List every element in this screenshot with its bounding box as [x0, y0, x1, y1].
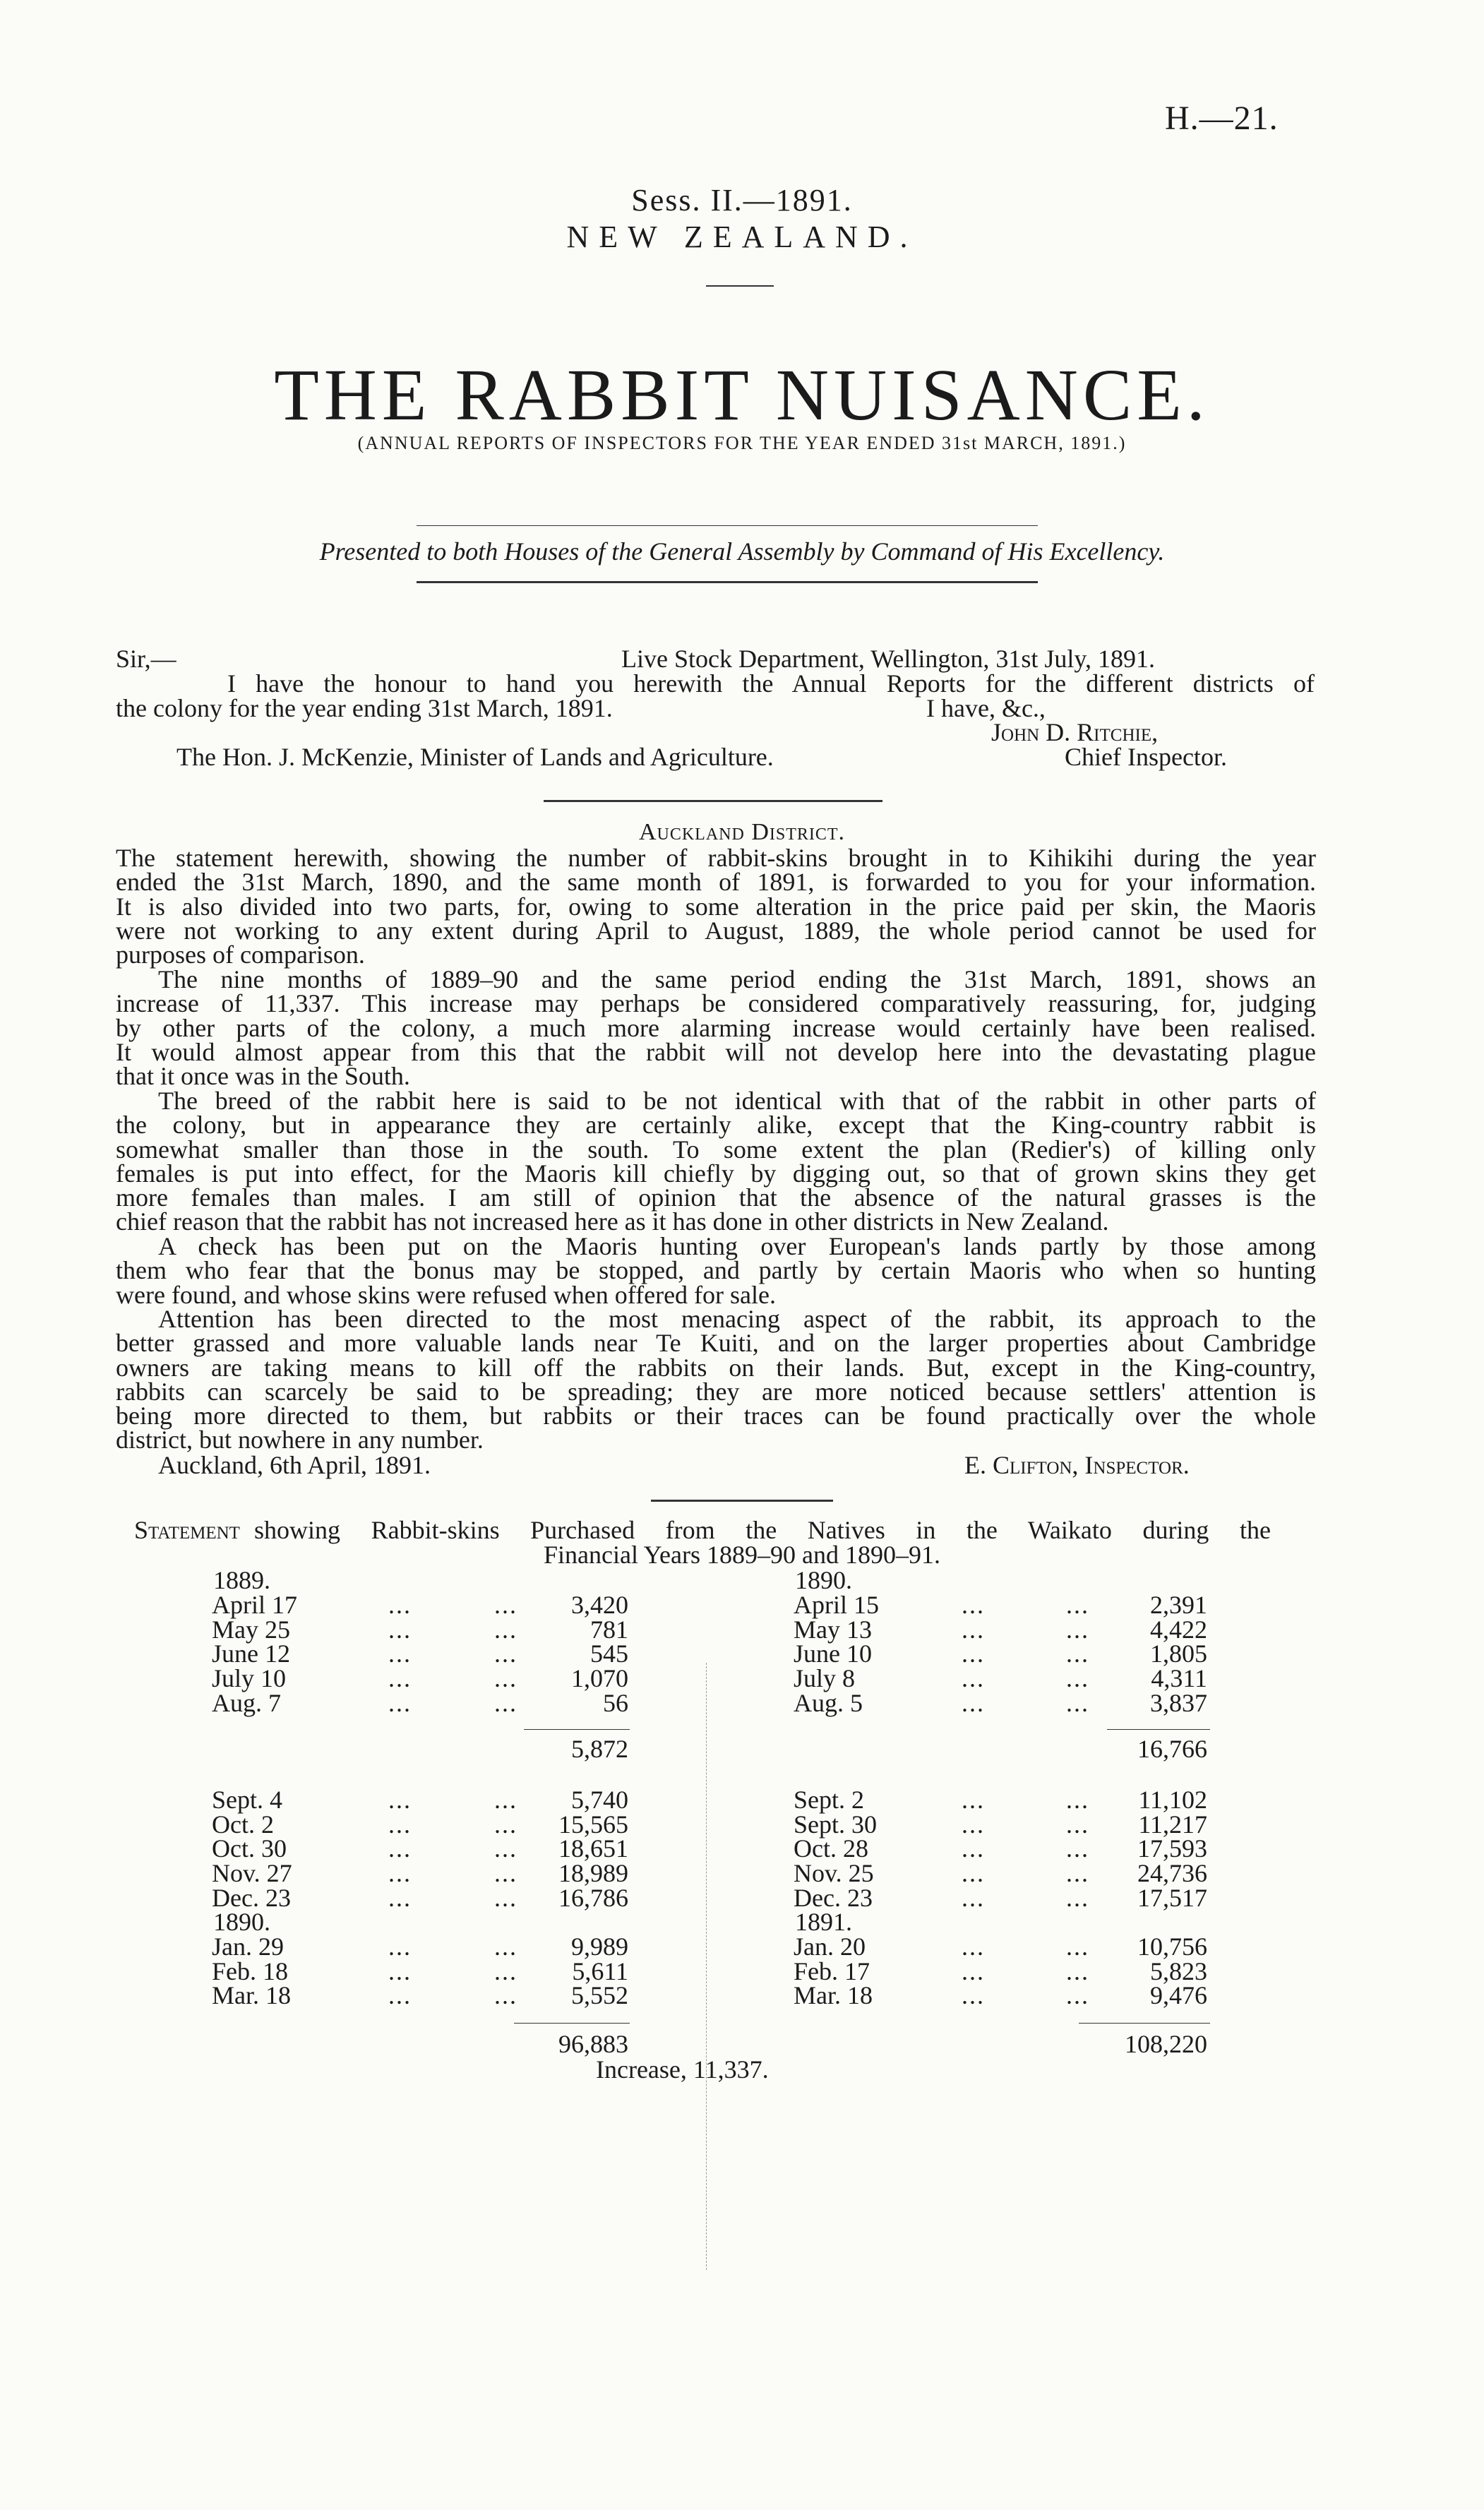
- statement-caption-lead: Statement: [134, 1516, 240, 1544]
- subtotal-cell: 5,872: [571, 1735, 628, 1763]
- value-cell: 4,311: [1151, 1664, 1207, 1692]
- paragraph-line: purposes of comparison.: [116, 940, 365, 969]
- date-cell: Feb. 18: [212, 1957, 288, 1985]
- paragraph-line: chief reason that the rabbit has not increased here as it has done in other districts in New Zealand.: [116, 1207, 1109, 1236]
- value-cell: 5,823: [1150, 1957, 1207, 1985]
- district-heading: Auckland District.: [638, 819, 846, 845]
- report-paragraph: [116, 1234, 1316, 1307]
- date-cell: Jan. 29: [212, 1932, 284, 1961]
- value-cell: 11,102: [1138, 1786, 1207, 1814]
- total-rule: [514, 2023, 630, 2024]
- letter-salutation: Sir,—: [116, 645, 176, 673]
- leader-dots: ...: [494, 1664, 517, 1692]
- value-cell: 11,217: [1138, 1810, 1207, 1839]
- divider: [417, 581, 1038, 583]
- subtotal-cell: 16,766: [1137, 1735, 1207, 1763]
- value-cell: 17,593: [1137, 1834, 1207, 1863]
- report-paragraph: [116, 846, 1316, 967]
- leader-dots: ...: [962, 1884, 985, 1912]
- leader-dots: ...: [962, 1957, 985, 1985]
- page-reference: H.—21.: [1165, 100, 1279, 137]
- leader-dots: ...: [1066, 1689, 1089, 1717]
- date-cell: Mar. 18: [794, 1981, 873, 2009]
- paragraph-line: them who fear that the bonus may be stopped, and partly by certain Maoris who when so hunting: [116, 1256, 1316, 1285]
- value-cell: 15,565: [558, 1810, 628, 1839]
- leader-dots: ...: [388, 1591, 412, 1619]
- paragraph-line: by other parts of the colony, a much more alarming increase would certainly have been realised.: [116, 1013, 1316, 1042]
- date-cell: Oct. 2: [212, 1810, 274, 1839]
- value-cell: 1,070: [571, 1664, 628, 1692]
- paragraph-line: It is also divided into two parts, for, owing to some alteration in the price paid per skin, the Maoris: [116, 892, 1316, 921]
- divider: [651, 1500, 833, 1502]
- leader-dots: ...: [388, 1932, 412, 1961]
- paragraph-line: The nine months of 1889–90 and the same period ending the 31st March, 1891, shows an: [158, 965, 1316, 993]
- leader-dots: ...: [494, 1957, 517, 1985]
- paragraph-line: better grassed and more valuable lands near Te Kuiti, and on the larger properties about Cambridge: [116, 1329, 1316, 1358]
- leader-dots: ...: [1066, 1957, 1089, 1985]
- value-cell: 17,517: [1137, 1884, 1207, 1912]
- leader-dots: ...: [962, 1786, 985, 1814]
- year-label: 1890.: [795, 1566, 852, 1594]
- statement-caption: showing Rabbit-skins Purchased from the Natives in the Waikato during the: [254, 1516, 1271, 1544]
- leader-dots: ...: [1066, 1932, 1089, 1961]
- value-cell: 5,611: [572, 1957, 628, 1985]
- value-cell: 24,736: [1137, 1859, 1207, 1887]
- year-label: 1889.: [213, 1566, 270, 1594]
- leader-dots: ...: [388, 1615, 412, 1644]
- value-cell: 4,422: [1150, 1615, 1207, 1644]
- report-inspector: E. Clifton, Inspector.: [964, 1451, 1190, 1479]
- leader-dots: ...: [494, 1639, 517, 1668]
- paragraph-line: It would almost appear from this that the rabbit will not develop here into the devastating plague: [116, 1037, 1316, 1066]
- leader-dots: ...: [962, 1932, 985, 1961]
- paragraph-line: were not working to any extent during April to August, 1889, the whole period cannot be used for: [116, 916, 1316, 945]
- value-cell: 5,552: [571, 1981, 628, 2009]
- report-place-date: Auckland, 6th April, 1891.: [158, 1451, 431, 1479]
- date-cell: July 10: [212, 1664, 287, 1692]
- paragraph-line: owners are taking means to kill off the rabbits on their lands. But, except in the King-country,: [116, 1353, 1316, 1382]
- leader-dots: ...: [1066, 1639, 1089, 1668]
- date-cell: Sept. 30: [794, 1810, 878, 1839]
- leader-dots: ...: [388, 1689, 412, 1717]
- leader-dots: ...: [388, 1639, 412, 1668]
- leader-dots: ...: [1066, 1615, 1089, 1644]
- divider: [417, 525, 1038, 526]
- letter-close: I have, &c.,: [926, 694, 1046, 722]
- paragraph-line: were found, and whose skins were refused when offered for sale.: [116, 1280, 776, 1309]
- leader-dots: ...: [1066, 1859, 1089, 1887]
- leader-dots: ...: [388, 1786, 412, 1814]
- leader-dots: ...: [388, 1664, 412, 1692]
- date-cell: June 12: [212, 1639, 290, 1668]
- leader-dots: ...: [388, 1884, 412, 1912]
- value-cell: 3,837: [1150, 1689, 1207, 1717]
- subtotal-rule: [1107, 1729, 1210, 1730]
- paragraph-line: The statement herewith, showing the number of rabbit-skins brought in to Kihikihi during the year: [116, 844, 1316, 872]
- date-cell: Aug. 5: [794, 1689, 863, 1717]
- letter-signature: John D. Ritchie,: [991, 718, 1159, 746]
- date-cell: Oct. 28: [794, 1834, 868, 1863]
- date-cell: May 25: [212, 1615, 290, 1644]
- paragraph-line: somewhat smaller than those in the south. To some extent the plan (Redier's) of killing only: [116, 1135, 1316, 1164]
- leader-dots: ...: [1066, 1786, 1089, 1814]
- value-cell: 545: [590, 1639, 628, 1668]
- paragraph-line: increase of 11,337. This increase may perhaps be considered comparatively reassuring, for, judging: [116, 989, 1316, 1018]
- date-cell: Jan. 20: [794, 1932, 866, 1961]
- letter-line: the colony for the year ending 31st March, 1891.: [116, 694, 613, 722]
- leader-dots: ...: [494, 1932, 517, 1961]
- value-cell: 9,989: [571, 1932, 628, 1961]
- session-line: Sess. II.—1891.: [631, 183, 853, 217]
- presented-line: Presented to both Houses of the General Assembly by Command of His Excellency.: [319, 537, 1165, 566]
- date-cell: Mar. 18: [212, 1981, 291, 2009]
- paragraph-line: ended the 31st March, 1890, and the same month of 1891, is forwarded to you for your information.: [116, 868, 1316, 897]
- paragraph-line: that it once was in the South.: [116, 1062, 410, 1091]
- leader-dots: ...: [962, 1615, 985, 1644]
- leader-dots: ...: [1066, 1664, 1089, 1692]
- leader-dots: ...: [1066, 1884, 1089, 1912]
- date-cell: May 13: [794, 1615, 872, 1644]
- paragraph-line: females is put into effect, for the Maoris kill chiefly by digging out, so that of grown skins they get: [116, 1159, 1316, 1188]
- value-cell: 10,756: [1137, 1932, 1207, 1961]
- statement-caption: Financial Years 1889–90 and 1890–91.: [544, 1541, 940, 1569]
- leader-dots: ...: [494, 1786, 517, 1814]
- value-cell: 9,476: [1150, 1981, 1207, 2009]
- value-cell: 781: [590, 1615, 628, 1644]
- paragraph-line: rabbits can scarcely be said to be spreading; they are more noticed because settlers' attention is: [116, 1377, 1316, 1406]
- leader-dots: ...: [494, 1689, 517, 1717]
- year-label: 1891.: [795, 1908, 852, 1936]
- leader-dots: ...: [388, 1810, 412, 1839]
- leader-dots: ...: [494, 1884, 517, 1912]
- value-cell: 1,805: [1150, 1639, 1207, 1668]
- paragraph-line: district, but nowhere in any number.: [116, 1426, 484, 1454]
- leader-dots: ...: [962, 1810, 985, 1839]
- leader-dots: ...: [962, 1834, 985, 1863]
- paragraph-line: being more directed to them, but rabbits or their traces can be found practically over the whole: [116, 1402, 1316, 1430]
- date-cell: April 15: [794, 1591, 879, 1619]
- leader-dots: ...: [388, 1859, 412, 1887]
- leader-dots: ...: [1066, 1810, 1089, 1839]
- paragraph-line: the colony, but in appearance they are certainly alike, except that the King-country rabbit is: [116, 1111, 1316, 1140]
- value-cell: 56: [603, 1689, 628, 1717]
- paragraph-line: A check has been put on the Maoris hunting over European's lands partly by those among: [158, 1232, 1316, 1260]
- leader-dots: ...: [494, 1615, 517, 1644]
- letter-address: Live Stock Department, Wellington, 31st July, 1891.: [621, 645, 1156, 673]
- leader-dots: ...: [962, 1689, 985, 1717]
- value-cell: 18,989: [558, 1859, 628, 1887]
- report-paragraph: [116, 1307, 1316, 1452]
- total-cell: 96,883: [558, 2030, 628, 2058]
- date-cell: Oct. 30: [212, 1834, 287, 1863]
- date-cell: Sept. 2: [794, 1786, 865, 1814]
- leader-dots: ...: [962, 1859, 985, 1887]
- value-cell: 16,786: [558, 1884, 628, 1912]
- value-cell: 3,420: [571, 1591, 628, 1619]
- value-cell: 2,391: [1150, 1591, 1207, 1619]
- date-cell: April 17: [212, 1591, 297, 1619]
- divider: [706, 285, 774, 287]
- date-cell: June 10: [794, 1639, 872, 1668]
- leader-dots: ...: [962, 1664, 985, 1692]
- report-paragraph: [116, 1089, 1316, 1234]
- date-cell: Nov. 27: [212, 1859, 292, 1887]
- leader-dots: ...: [1066, 1591, 1089, 1619]
- report-paragraph: [116, 965, 1316, 1091]
- letter-line: I have the honour to hand you herewith the Annual Reports for the different districts of: [227, 669, 1315, 698]
- leader-dots: ...: [1066, 1981, 1089, 2009]
- document-subtitle: (ANNUAL REPORTS OF INSPECTORS FOR THE YEAR ENDED 31st MARCH, 1891.): [357, 433, 1127, 453]
- letter-addressee: The Hon. J. McKenzie, Minister of Lands and Agriculture.: [176, 743, 774, 771]
- leader-dots: ...: [388, 1981, 412, 2009]
- paragraph-line: Attention has been directed to the most menacing aspect of the rabbit, its approach to the: [158, 1305, 1316, 1333]
- leader-dots: ...: [962, 1981, 985, 2009]
- date-cell: Sept. 4: [212, 1786, 283, 1814]
- increase-line: Increase, 11,337.: [596, 2055, 769, 2084]
- total-cell: 108,220: [1125, 2030, 1207, 2058]
- date-cell: Feb. 17: [794, 1957, 870, 1985]
- date-cell: Aug. 7: [212, 1689, 281, 1717]
- leader-dots: ...: [388, 1957, 412, 1985]
- leader-dots: ...: [494, 1859, 517, 1887]
- total-rule: [1079, 2023, 1210, 2024]
- document-title: THE RABBIT NUISANCE.: [274, 354, 1210, 436]
- paragraph-line: more females than males. I am still of opinion that the absence of the natural grasses is the: [116, 1183, 1316, 1212]
- paragraph-line: The breed of the rabbit here is said to be not identical with that of the rabbit in other parts of: [158, 1087, 1316, 1115]
- divider: [544, 800, 882, 802]
- leader-dots: ...: [494, 1981, 517, 2009]
- date-cell: Nov. 25: [794, 1859, 874, 1887]
- leader-dots: ...: [388, 1834, 412, 1863]
- date-cell: July 8: [794, 1664, 856, 1692]
- date-cell: Dec. 23: [794, 1884, 873, 1912]
- leader-dots: ...: [962, 1639, 985, 1668]
- leader-dots: ...: [962, 1591, 985, 1619]
- leader-dots: ...: [494, 1834, 517, 1863]
- column-divider: [706, 1663, 707, 2270]
- year-label: 1890.: [213, 1908, 270, 1936]
- subtotal-rule: [524, 1729, 630, 1730]
- value-cell: 18,651: [558, 1834, 628, 1863]
- leader-dots: ...: [1066, 1834, 1089, 1863]
- signature-title: Chief Inspector.: [1065, 743, 1227, 771]
- country-line: NEW ZEALAND.: [566, 220, 918, 254]
- leader-dots: ...: [494, 1591, 517, 1619]
- value-cell: 5,740: [571, 1786, 628, 1814]
- date-cell: Dec. 23: [212, 1884, 291, 1912]
- leader-dots: ...: [494, 1810, 517, 1839]
